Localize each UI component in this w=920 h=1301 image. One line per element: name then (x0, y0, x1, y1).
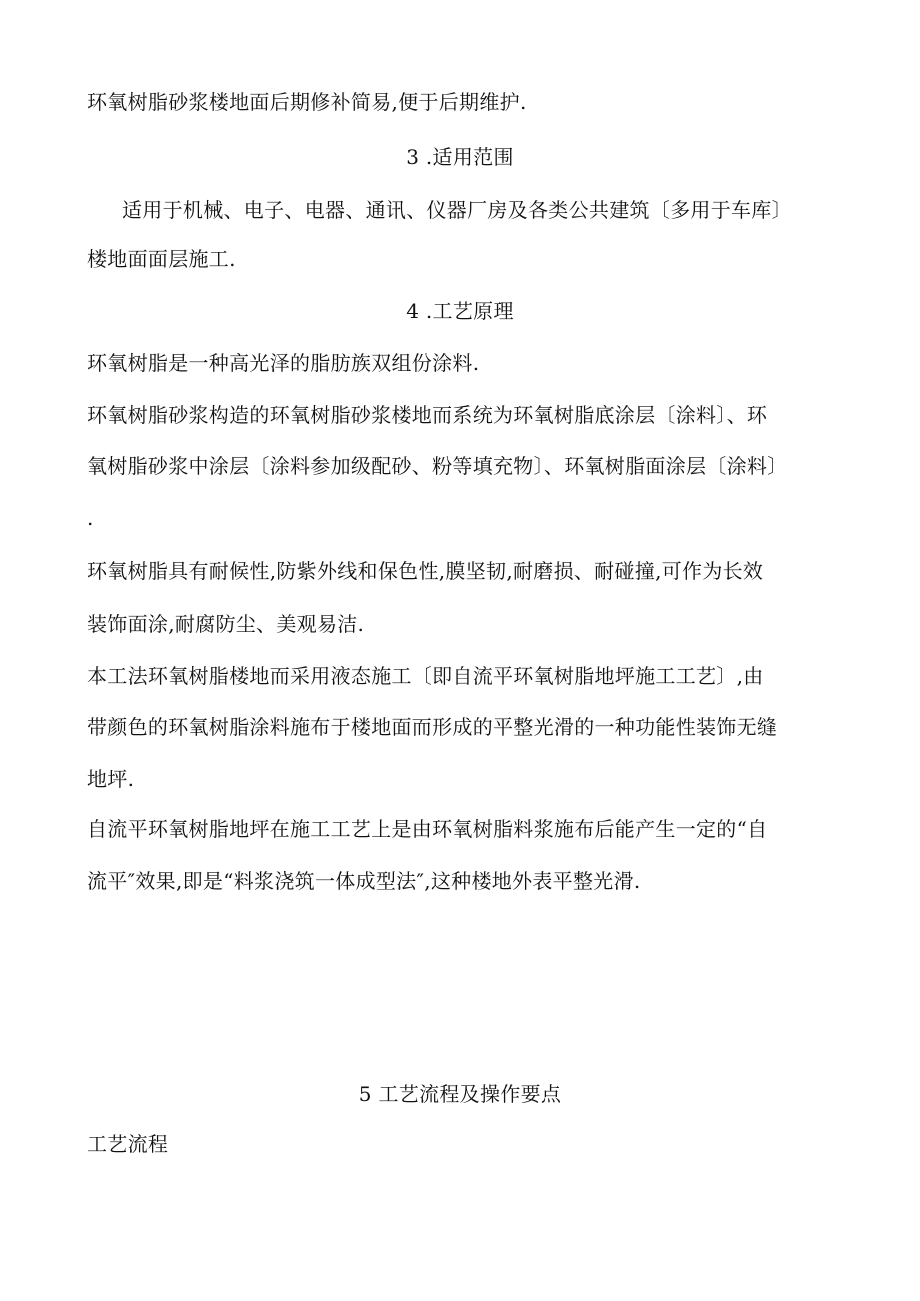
principle-paragraph-3-line-2: 装饰面涂,耐腐防尘、美观易洁. (87, 612, 365, 636)
principle-paragraph-2-line-1: 环氧树脂砂浆构造的环氧树脂砂浆楼地而系统为环氧树脂底涂层〔涂料〕、环 (87, 403, 768, 427)
principle-paragraph-2-line-2: 氧树脂砂浆中涂层〔涂料参加级配砂、粉等填充物〕、环氧树脂面涂层〔涂料〕 (87, 454, 788, 478)
scope-line-2: 楼地面面层施工. (87, 247, 236, 271)
principle-paragraph-3-line-1: 环氧树脂具有耐候性,防紫外线和保色性,膜坚韧,耐磨损、耐碰撞,可作为长效 (87, 559, 764, 583)
principle-paragraph-4-line-1: 本工法环氧树脂楼地而采用液态施工〔即自流平环氧树脂地坪施工工艺〕,由 (87, 664, 764, 688)
principle-paragraph-4-line-2: 带颜色的环氧树脂涂料施布于楼地面而形成的平整光滑的一种功能性装饰无缝 (87, 715, 778, 739)
principle-paragraph-1: 环氧树脂是一种高光泽的脂肪族双组份涂料. (87, 351, 480, 375)
process-flow-label: 工艺流程 (87, 1132, 169, 1156)
paragraph-maintenance: 环氧树脂砂浆楼地面后期修补简易,便于后期维护. (87, 90, 527, 114)
principle-paragraph-5-line-1: 自流平环氧树脂地坪在施工工艺上是由环氧树脂料浆施布后能产生一定的“自 (87, 817, 768, 841)
scope-line-1: 适用于机械、电子、电器、通讯、仪器厂房及各类公共建筑〔多用于车库〕 (122, 198, 792, 222)
principle-paragraph-4-line-3: 地坪. (87, 767, 135, 791)
section-3-heading: 3 .适用范围 (406, 145, 514, 169)
section-4-heading: 4 .工艺原理 (406, 299, 514, 323)
section-5-heading: 5 工艺流程及操作要点 (358, 1082, 562, 1106)
principle-paragraph-2-line-3: . (87, 506, 94, 530)
principle-paragraph-5-line-2: 流平″效果,即是“料浆浇筑一体成型法″,这种楼地外表平整光滑. (87, 869, 641, 893)
